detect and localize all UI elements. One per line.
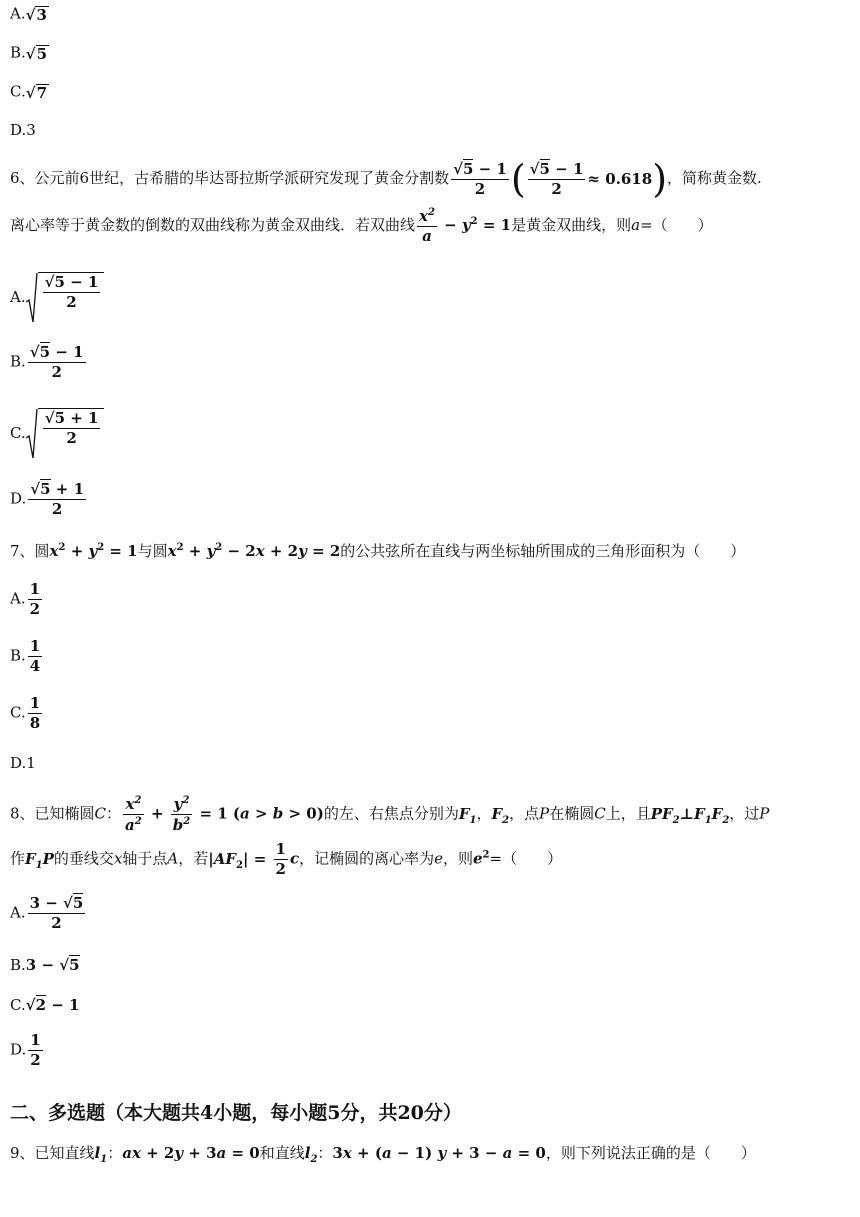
q9-text: 和直线 <box>259 1144 305 1162</box>
nested-sqrt: $\frac{√5 + 1}{2}$ <box>26 408 105 460</box>
q8-text: ，点 <box>509 804 540 823</box>
q7-text: 7、圆 <box>10 542 50 560</box>
q8-text: =（ ） <box>489 849 563 868</box>
option-label: A. <box>10 288 26 306</box>
q8-option-d[interactable] <box>10 1033 45 1068</box>
q6-text: 离心率等于黄金数的倒数的双曲线称为黄金双曲线．若双曲线 <box>10 216 416 234</box>
sqrt-expression: √7 <box>25 84 48 102</box>
q7-option-d[interactable]: D.1 <box>10 754 36 772</box>
q7-stem: 7、圆$x^2 + y^2 = 1$与圆$x^2 + y^2 - 2x + 2y = 2$的公共弦所在直线与两坐标轴所围成的三角形面积为（ ） <box>10 542 746 560</box>
q5-option-a[interactable] <box>10 6 49 23</box>
q5-option-c[interactable] <box>10 84 49 101</box>
q6-text: 6、公元前6世纪，古希腊的毕达哥拉斯学派研究发现了黄金分割数 <box>10 169 450 187</box>
option-label: B. <box>10 43 26 62</box>
option-label: A. <box>10 589 26 608</box>
q8-text: ，若 <box>178 849 209 868</box>
q8-option-a[interactable] <box>10 896 87 931</box>
fraction: $\frac{y^2}{b^2}$ <box>172 795 191 834</box>
golden-fraction: $\frac{√5 - 1}{2}$ <box>453 159 507 198</box>
fraction: $\frac{x^2}{a^2}$ <box>125 795 142 834</box>
q7-text: 与圆 <box>137 542 168 560</box>
q5-option-b[interactable] <box>10 45 49 62</box>
q6-text: 是黄金双曲线，则 <box>511 216 632 234</box>
q8-text: 在椭圆 <box>549 804 595 823</box>
fraction: $\frac{1}{2}$ <box>30 1031 41 1069</box>
q5-option-d[interactable]: D.3 <box>10 121 36 139</box>
option-label: C. <box>10 82 26 101</box>
q8-option-c[interactable]: C.√2 − 1 <box>10 996 80 1014</box>
section-heading: 二、多选题（本大题共4小题，每小题5分，共20分） <box>10 1102 462 1124</box>
option-label: B. <box>10 646 26 665</box>
q8-text: ，记椭圆的离心率为 <box>299 849 435 868</box>
q6-option-c[interactable] <box>10 408 104 460</box>
q7-text: 的公共弦所在直线与两坐标轴所围成的三角形面积为（ ） <box>340 542 746 560</box>
q6-text: ，简称黄金数. <box>667 169 762 187</box>
option-label: D. <box>10 489 27 508</box>
q6-stem-line1 <box>10 157 762 201</box>
option-label: B. <box>10 956 26 974</box>
q8-text: 上，且 <box>605 804 651 823</box>
q7-option-b[interactable] <box>10 639 44 674</box>
q8-text: 轴于点 <box>122 849 168 868</box>
q8-text: ，过 <box>729 804 760 823</box>
q9-text: ，则下列说法正确的是（ ） <box>545 1144 756 1162</box>
fraction: $\frac{1}{8}$ <box>29 694 41 732</box>
fraction: $\frac{√5 - 1}{2}$ <box>29 343 84 381</box>
sqrt-expression: √3 <box>25 6 47 24</box>
sqrt-expression: √5 <box>25 45 48 63</box>
q7-option-a[interactable] <box>10 582 44 617</box>
option-label: C. <box>10 424 26 442</box>
option-label: A. <box>10 903 26 922</box>
q6-option-b[interactable] <box>10 345 88 380</box>
q6-text: =（ ） <box>640 216 713 234</box>
option-label: B. <box>10 352 26 371</box>
q8-option-b[interactable]: B.3 − √5 <box>10 956 80 974</box>
q7-option-c[interactable] <box>10 696 44 731</box>
fraction: $\frac{3 - √5}{2}$ <box>29 894 84 932</box>
option-label: D. <box>10 1040 27 1059</box>
q6-option-a[interactable] <box>10 272 104 324</box>
option-label: A. <box>10 4 26 23</box>
fraction: $\frac{1}{4}$ <box>29 637 41 675</box>
q9-stem: 9、已知直线$l_1$：ax + 2y + 3a = 0和直线$l_2$：3x + (a − 1) y + 3 − a = 0，则下列说法正确的是（ ） <box>10 1144 756 1165</box>
fraction: $\frac{√5 + 1}{2}$ <box>30 480 85 518</box>
q9-text: 9、已知直线 <box>10 1144 95 1162</box>
q8-text: ，则 <box>442 849 473 868</box>
fraction: $\frac{1}{2}$ <box>275 840 286 878</box>
fraction: $\frac{1}{2}$ <box>29 580 41 618</box>
q8-text: 8、已知椭圆 <box>10 804 95 823</box>
hyperbola-fraction: $\frac{x^2}{a}$ <box>419 207 435 245</box>
golden-paren: ( $\frac{√5 - 1}{2}$ ≈ 0.618 ) <box>510 157 668 201</box>
q8-text: 的垂线交 <box>53 849 114 868</box>
option-label: C. <box>10 996 26 1014</box>
q8-text: 的左、右焦点分别为 <box>323 804 459 823</box>
q8-stem-line1: 8、已知椭圆C： $\frac{x^2}{a^2}$ + $\frac{y^2}{b^2}$ = 1 (a > b > 0)的左、右焦点分别为$F_1$，$F_2$，点P在椭圆C上，且$PF_2\perp F_1F_2$，过P <box>10 795 770 834</box>
q8-stem-line2: 作$F_1P$的垂线交x轴于点A，若$|AF_2|$ = $\frac{1}{2}$ c，记椭圆的离心率为e，则$e^2=$（ ） <box>10 840 563 878</box>
option-label: C. <box>10 703 26 722</box>
q8-text: 作 <box>10 849 26 868</box>
q6-stem-line2: 离心率等于黄金数的倒数的双曲线称为黄金双曲线．若双曲线 $\frac{x^2}{a}$ − $y^2 = 1$是黄金双曲线，则a=（ ） <box>10 207 713 245</box>
nested-sqrt: $\frac{√5 - 1}{2}$ <box>26 272 105 324</box>
q6-option-d[interactable] <box>10 482 88 517</box>
